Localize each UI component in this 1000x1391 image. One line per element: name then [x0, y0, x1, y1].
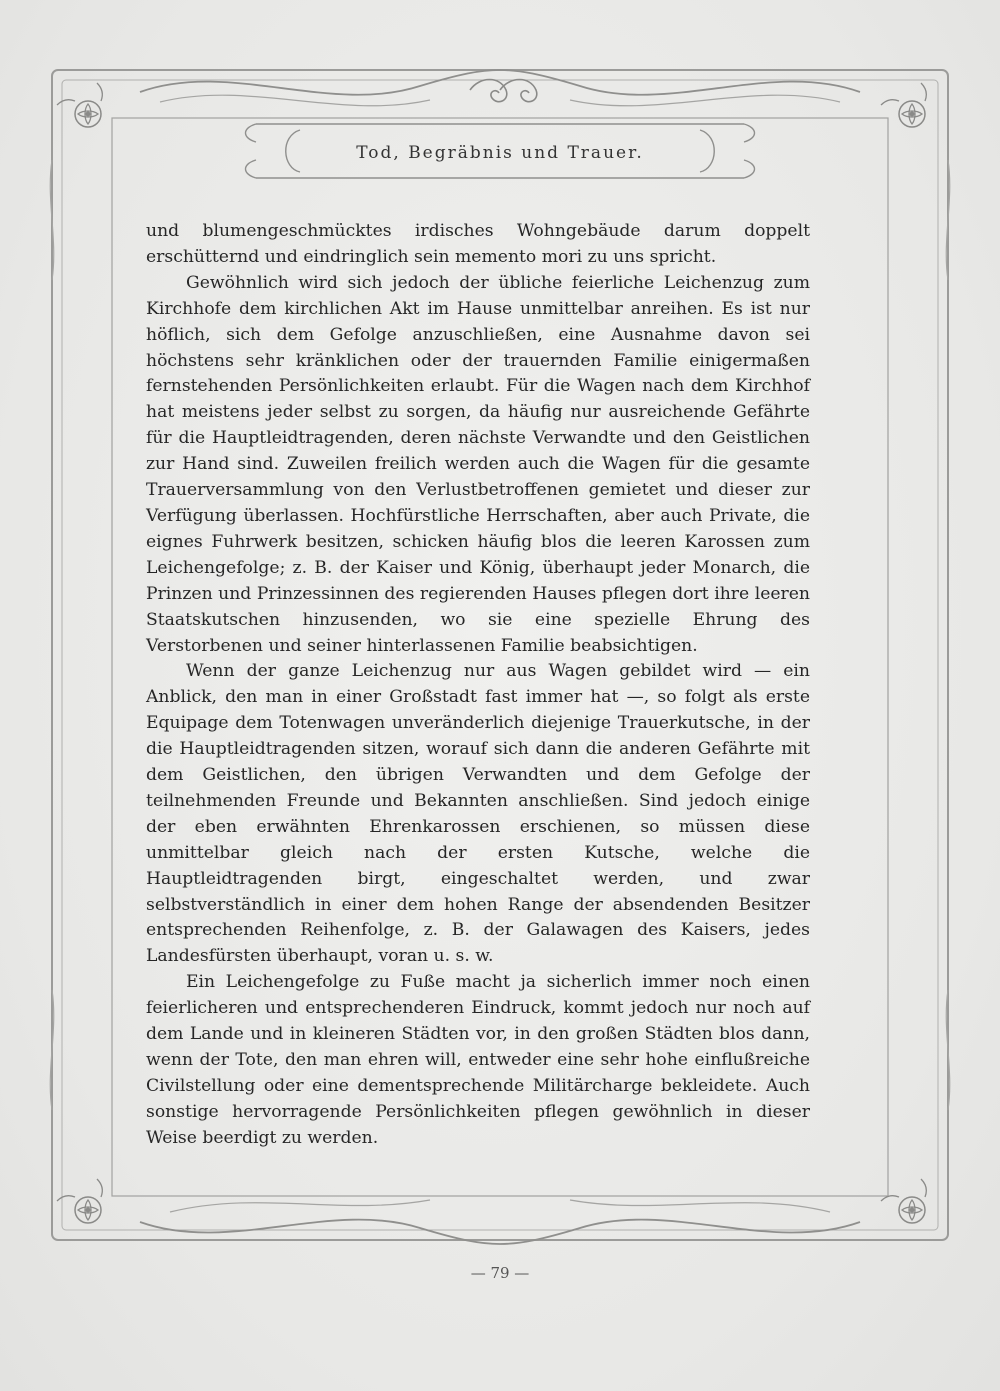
- paragraph-3: Wenn der ganze Leichenzug nur aus Wagen gebildet wird — ein Anblick, den man in einer Großstadt fast immer hat —, so folgt als erste Equipage dem Totenwagen unveränderlich diejenige Trauerkutsche, in der die Hauptleidtragenden sitzen, worauf sich dann die anderen Gefährte mit dem Geistlichen, den übrigen Verwandten und dem Gefolge der teilnehmenden Freunde und Bekannten anschließen. Sind jedoch einige der eben erwähnten Ehrenkarossen erschienen, so müssen diese unmittelbar gleich nach der ersten Kutsche, welche die Hauptleidtragenden birgt, eingeschaltet werden, und zwar selbstverständlich in einer dem hohen Range der absendenden Besitzer entsprechenden Reihenfolge, z. B. der Galawagen des Kaisers, jedes Landesfürsten überhaupt, voran u. s. w.: [146, 661, 810, 967]
- page-number: — 79 —: [470, 1264, 530, 1282]
- body-text: [146, 219, 810, 1152]
- paragraph-1: und blumengeschmücktes irdisches Wohngebäude darum doppelt erschütternd und eindringlich sein memento mori zu uns spricht.: [146, 221, 810, 267]
- paragraph-2: Gewöhnlich wird sich jedoch der übliche feierliche Leichenzug zum Kirchhofe dem kirchlichen Akt im Hause unmittelbar anreihen. Es ist nur höflich, sich dem Gefolge anzuschließen, eine Ausnahme davon sei höchstens sehr kränklichen oder der trauernden Familie einigermaßen fernstehenden Persönlichkeiten erlaubt. Für die Wagen nach dem Kirchhof hat meistens jeder selbst zu sorgen, da häufig nur ausreichende Gefährte für die Hauptleidtragenden, deren nächste Verwandte und den Geistlichen zur Hand sind. Zuweilen freilich werden auch die Wagen für die gesamte Trauerversammlung von den Verlustbetroffenen gemietet und dieser zur Verfügung überlassen. Hochfürstliche Herrschaften, aber auch Private, die eignes Fuhrwerk besitzen, schicken häufig blos die leeren Karossen zum Leichengefolge; z. B. der Kaiser und König, überhaupt jeder Monarch, die Prinzen und Prinzessinnen des regierenden Hauses pflegen dort ihre leeren Staatskutschen hinzusenden, wo sie eine spezielle Ehrung des Verstorbenen und seiner hinterlassenen Familie beabsichtigen.: [146, 272, 810, 656]
- running-header: [300, 130, 700, 176]
- paragraph-4: Ein Leichengefolge zu Fuße macht ja sicherlich immer noch einen feierlicheren und entsprechenderen Eindruck, kommt jedoch nur noch auf dem Lande und in kleineren Städten vor, in den großen Städten blos dann, wenn der Tote, den man ehren will, entweder eine sehr hohe einflußreiche Civilstellung oder eine dementsprechende Militärcharge bekleidete. Auch sonstige hervorragende Persönlichkeiten pflegen gewöhnlich in dieser Weise beerdigt zu werden.: [146, 972, 810, 1148]
- running-title: Tod, Begräbnis und Trauer.: [356, 143, 644, 163]
